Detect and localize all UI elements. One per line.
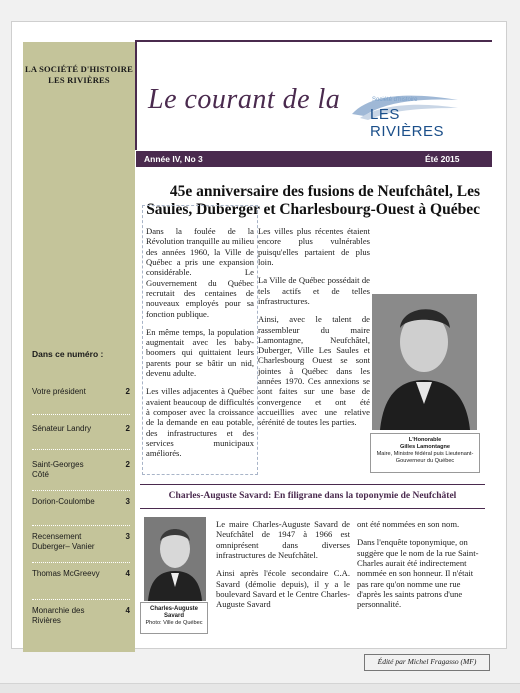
toc-item[interactable] [32, 532, 130, 552]
section-rule [140, 484, 485, 485]
toc-item[interactable] [32, 460, 130, 480]
portrait-photo-savard [144, 517, 206, 601]
toc-item-label: Sénateur Landry [32, 424, 92, 433]
toc-item-label: Saint-Georges Côté [32, 460, 84, 479]
issue-band [136, 151, 492, 167]
caption-name: Charles-Auguste Savard [149, 606, 198, 620]
issue-season: Été 2015 [425, 154, 460, 164]
toc-title: Dans ce numéro : [32, 349, 104, 359]
toc-item[interactable] [32, 387, 130, 397]
toc-divider [32, 562, 130, 563]
portrait-photo-lamontagne [372, 294, 477, 430]
article1-column-2 [258, 226, 370, 436]
paragraph: Dans la foulée de la Révolution tranquille au milieu des années 1960, la Ville de Québec a pris une expansion considérable. Le Gouvernement du Québec recrutait des centaines de nouveaux employés pour sa fonction publique. [146, 226, 254, 319]
sidebar [23, 42, 135, 652]
toc-divider [32, 449, 130, 450]
logo-text: LES RIVIÈRES [370, 106, 445, 140]
toc-item-label: Dorion-Coulombe [32, 497, 95, 506]
headline: 45e anniversaire des fusions de Neufchâtel, Les Saules, Duberger et Charlesbourg-Ouest à Québec [146, 183, 480, 218]
portrait-icon [372, 294, 477, 430]
section-rule [140, 508, 485, 509]
editor-credit: Édité par Michel Fragasso (MF) [364, 654, 490, 671]
photo-caption-savard [140, 602, 208, 634]
paragraph: La Ville de Québec possédait de tels actifs et de telles infrastructures. [258, 275, 370, 306]
toc-divider [32, 414, 130, 415]
paragraph: Ainsi, avec le talent de rassembleur du maire Lamontagne, Neufchâtel, Duberger, Ville Les Saules et Charlesbourg Ouest se sont jointes à Québec dans les années 1970. Ces annexions se sont faites sur une base de convergence et ont été accueillies avec une relative sérénité de toutes les parties. [258, 314, 370, 428]
toc-item-page: 2 [125, 460, 130, 469]
article1-column-1 [146, 226, 254, 467]
toc-item-page: 2 [125, 387, 130, 396]
toc-item-page: 4 [125, 569, 130, 578]
toc-item-label: Recensement Duberger– Vanier [32, 532, 95, 551]
article2-column-2 [357, 519, 483, 618]
portrait-icon [144, 517, 206, 601]
article2-column-1 [216, 519, 350, 618]
paragraph: Les villes adjacentes à Québec avaient beaucoup de difficultés à composer avec la croissance de la demande en eau potable, des infrastructures et des services municipaux améliorés. [146, 386, 254, 459]
toc-item-page: 3 [125, 497, 130, 506]
toc-item-label: Monarchie des Rivières [32, 606, 85, 625]
society-logo [350, 88, 460, 140]
masthead-side-rule [135, 40, 137, 150]
masthead-top-rule [136, 40, 492, 42]
toc-divider [32, 599, 130, 600]
toc-item[interactable] [32, 569, 130, 579]
society-name: LA SOCIÉTÉ D'HISTOIRE LES RIVIÈRES [25, 64, 133, 85]
toc-item-page: 4 [125, 606, 130, 615]
toc-divider [32, 525, 130, 526]
photo-caption-lamontagne [370, 433, 480, 473]
toc-item[interactable] [32, 497, 130, 507]
paragraph: ont été nommées en son nom. [357, 519, 460, 529]
toc-item-page: 3 [125, 532, 130, 541]
viewer-bottom-bar [0, 683, 520, 693]
caption-credit: Photo: Ville de Québec [145, 620, 203, 627]
masthead-title: Le courant de la [148, 84, 341, 115]
toc-divider [32, 490, 130, 491]
toc-item[interactable] [32, 424, 130, 434]
toc-item[interactable] [32, 606, 130, 626]
logo-small-text: Société d'histoire [372, 97, 418, 103]
caption-title: L'Honorable [408, 437, 442, 443]
paragraph: Les villes plus récentes étaient encore plus vulnérables puisqu'elles partaient de plus loin. [258, 226, 370, 267]
toc-item-label: Votre président [32, 387, 86, 396]
paragraph: Ainsi après l'école secondaire C.A. Savard (démolie depuis), il y a le boulevard Savard et le Centre Charles-Auguste Savard [216, 568, 350, 610]
issue-number: Année IV, No 3 [144, 154, 203, 164]
caption-name: Gilles Lamontagne [399, 443, 451, 450]
article2-title: Charles-Auguste Savard: En filigrane dans la toponymie de Neufchâtel [168, 491, 457, 501]
paragraph: En même temps, la population augmentait avec les baby-boomers qui quittaient leurs parents pour se bâtir un nid, devenu adulte. [146, 326, 254, 379]
toc-item-page: 2 [125, 424, 130, 433]
paragraph: Le maire Charles-Auguste Savard de Neufchâtel de 1947 à 1966 est omniprésent dans diverses infrastructures de Neufchâtel. [216, 519, 350, 560]
paragraph: Dans l'enquête toponymique, on suggère que le nom de la rue Saint-Charles aurait été indirectement nommée en son honneur. Il n'était pas rare qu'on nomme une rue d'après les saints patrons d'une personnalité. [357, 537, 479, 610]
toc-item-label: Thomas McGreevy [32, 569, 100, 578]
caption-role: Maire, Ministre fédéral puis Lieutenant-Gouverneur du Québec [376, 450, 474, 464]
